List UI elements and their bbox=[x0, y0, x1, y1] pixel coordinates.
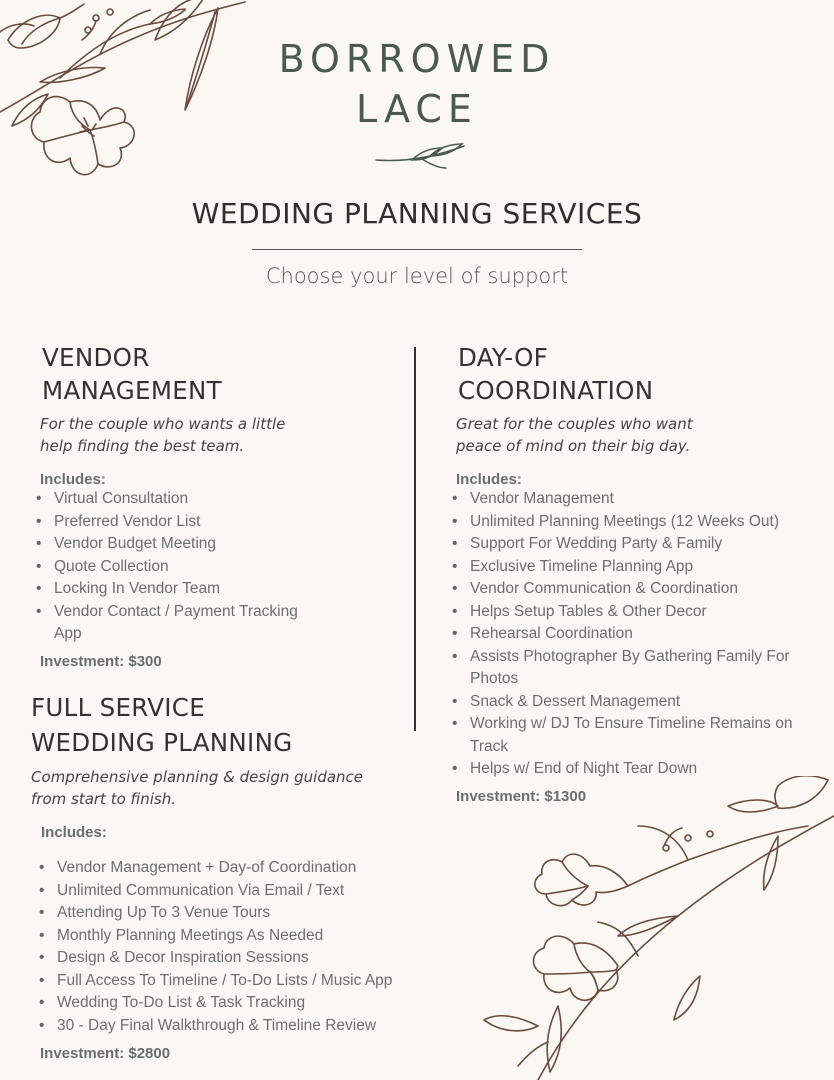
list-item: • Assists Photographer By Gathering Family For Photos bbox=[452, 646, 800, 691]
list-item: • Vendor Contact / Payment Tracking App bbox=[36, 601, 326, 646]
package-items bbox=[39, 857, 439, 1037]
list-item: • Vendor Communication & Coordination bbox=[452, 578, 812, 601]
list-item: • Locking In Vendor Team bbox=[36, 578, 326, 601]
list-item: • Design & Decor Inspiration Sessions bbox=[39, 947, 439, 970]
package-title-line: WEDDING PLANNING bbox=[31, 728, 293, 757]
package-title-line: FULL SERVICE bbox=[31, 693, 205, 722]
package-day-of-coordination bbox=[458, 341, 828, 805]
package-items bbox=[452, 488, 812, 781]
package-title bbox=[31, 690, 451, 760]
package-full-service bbox=[31, 690, 451, 1062]
list-item: • Preferred Vendor List bbox=[36, 511, 326, 534]
list-item: • Working w/ DJ To Ensure Timeline Remains on Track bbox=[452, 713, 800, 758]
floral-branch-bottom-right-icon bbox=[478, 776, 834, 1080]
package-description-line: help finding the best team. bbox=[40, 437, 245, 455]
investment-price: Investment: $2800 bbox=[40, 1045, 171, 1062]
list-item: • Full Access To Timeline / To-Do Lists / Music App bbox=[39, 970, 439, 993]
list-item: • 30 - Day Final Walkthrough & Timeline Review bbox=[39, 1015, 439, 1038]
investment-price: Investment: $1300 bbox=[456, 787, 587, 805]
title-divider bbox=[252, 249, 582, 250]
list-item: • Vendor Management bbox=[452, 488, 812, 511]
brand-line-2: LACE bbox=[356, 87, 478, 131]
package-title-line: MANAGEMENT bbox=[42, 376, 222, 405]
list-item: • Vendor Budget Meeting bbox=[36, 533, 326, 556]
list-item: • Virtual Consultation bbox=[36, 488, 326, 511]
list-item: • Monthly Planning Meetings As Needed bbox=[39, 925, 439, 948]
list-item: • Unlimited Communication Via Email / Text bbox=[39, 880, 439, 903]
package-title bbox=[42, 341, 402, 407]
package-description bbox=[456, 413, 828, 457]
package-description-line: Comprehensive planning & design guidance bbox=[31, 768, 364, 786]
includes-label: Includes: bbox=[456, 471, 522, 488]
package-vendor-management bbox=[42, 341, 402, 670]
list-item: • Rehearsal Coordination bbox=[452, 623, 812, 646]
column-divider bbox=[414, 347, 416, 731]
brand-logo bbox=[0, 36, 834, 132]
list-item: • Helps w/ End of Night Tear Down bbox=[452, 758, 812, 781]
list-item: • Exclusive Timeline Planning App bbox=[452, 556, 812, 579]
page-title: WEDDING PLANNING SERVICES bbox=[191, 197, 643, 230]
package-title-line: COORDINATION bbox=[458, 376, 654, 405]
package-items bbox=[36, 488, 326, 646]
package-description bbox=[31, 766, 451, 810]
package-description-line: For the couple who wants a little bbox=[40, 415, 286, 433]
package-title-line: DAY-OF bbox=[458, 343, 549, 372]
includes-label: Includes: bbox=[40, 471, 106, 488]
list-item: • Vendor Management + Day-of Coordination bbox=[39, 857, 439, 880]
list-item: • Helps Setup Tables & Other Decor bbox=[452, 601, 812, 624]
package-title-line: VENDOR bbox=[42, 343, 150, 372]
package-description-line: from start to finish. bbox=[31, 790, 176, 808]
investment-price: Investment: $300 bbox=[40, 652, 162, 670]
brand-line-1: BORROWED bbox=[278, 37, 556, 81]
list-item: • Unlimited Planning Meetings (12 Weeks Out) bbox=[452, 511, 812, 534]
package-description-line: peace of mind on their big day. bbox=[456, 437, 691, 455]
list-item: • Support For Wedding Party & Family bbox=[452, 533, 812, 556]
leaf-sprig-icon bbox=[372, 140, 468, 174]
page-subtitle: Choose your level of support bbox=[265, 264, 569, 288]
list-item: • Snack & Dessert Management bbox=[452, 691, 812, 714]
list-item: • Attending Up To 3 Venue Tours bbox=[39, 902, 439, 925]
list-item: • Quote Collection bbox=[36, 556, 326, 579]
list-item: • Wedding To-Do List & Task Tracking bbox=[39, 992, 439, 1015]
includes-label: Includes: bbox=[41, 824, 107, 841]
package-description-line: Great for the couples who want bbox=[456, 415, 693, 433]
package-description bbox=[40, 413, 402, 457]
package-title bbox=[458, 341, 828, 407]
